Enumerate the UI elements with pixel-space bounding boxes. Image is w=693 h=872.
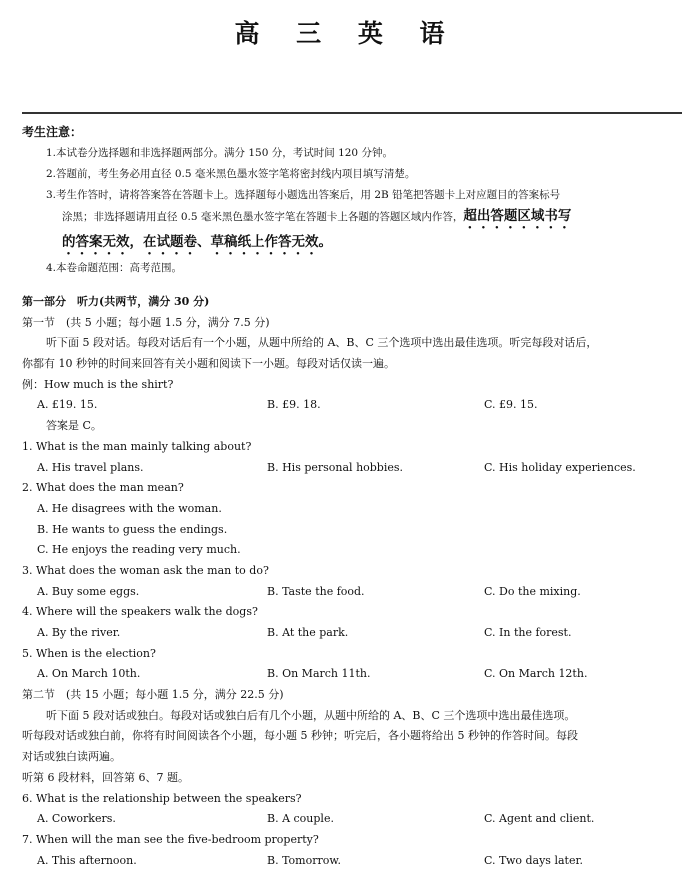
example-answer: 答案是 C。	[46, 419, 102, 433]
question-7-options	[22, 851, 684, 872]
example-option-a: A. £19. 15.	[37, 398, 98, 412]
section2-intro-1: 听下面 5 段对话或独白。每段对话或独白后有几个小题，从题中所给的 A、B、C 三个选项中选出最佳选项。	[46, 708, 576, 722]
example-option-b: B. £9. 18.	[267, 398, 321, 412]
question-4: 4. Where will the speakers walk the dogs?	[22, 605, 258, 619]
question-4-options	[22, 623, 684, 644]
notice-heading: 考生注意：	[22, 125, 83, 139]
notice-item-3-continued	[22, 206, 684, 232]
question-2-option-b: B. He wants to guess the endings.	[37, 522, 228, 536]
question-4-option-a: A. By the river.	[37, 626, 121, 639]
listening-part	[22, 292, 684, 871]
question-5-option-c: C. On March 12th.	[484, 667, 588, 681]
question-2: 2. What does the man mean?	[22, 481, 184, 495]
section2-intro-2: 听每段对话或独白前，你将有时间阅读各个小题，每小题 5 秒钟；听完后，各小题将给出 5 秒钟的作答时间。每段	[22, 729, 578, 743]
header-divider	[22, 112, 682, 114]
question-5-option-b: B. On March 11th.	[267, 667, 371, 681]
question-5-options	[22, 664, 684, 685]
question-1-option-b: B. His personal hobbies.	[267, 460, 404, 474]
section2-heading: 第二节 (共 15 小题；每小题 1.5 分，满分 22.5 分)	[22, 688, 284, 702]
example-options	[22, 395, 684, 416]
question-7: 7. When will the man see the five-bedroom property?	[22, 832, 319, 846]
question-7-option-c: C. Two days later.	[484, 853, 584, 867]
question-6-option-a: A. Coworkers.	[37, 812, 116, 826]
part1-heading: 第一部分 听力(共两节，满分 30 分)	[22, 295, 210, 308]
question-1-options	[22, 458, 684, 479]
question-6-option-b: B. A couple.	[267, 812, 334, 826]
question-6-options	[22, 809, 684, 830]
question-3-options	[22, 582, 684, 603]
question-7-option-a: A. This afternoon.	[37, 853, 137, 867]
question-1: 1. What is the man mainly talking about?	[22, 439, 252, 453]
question-1-option-a: A. His travel plans.	[37, 460, 144, 474]
question-4-option-b: B. At the park.	[267, 626, 349, 639]
notice-item-3: 3.考生作答时，请将答案答在答题卡上。选择题每小题选出答案后，用 2B 铅笔把答题卡上对应题目的答案标号	[46, 189, 561, 201]
question-1-option-c: C. His holiday experiences.	[484, 460, 636, 474]
question-2-option-c: C. He enjoys the reading very much.	[37, 543, 241, 557]
notice-item-3-warning	[22, 232, 684, 258]
question-6: 6. What is the relationship between the speakers?	[22, 791, 302, 805]
question-3-option-c: C. Do the mixing.	[484, 584, 581, 598]
notice-item-4: 4.本卷命题范围：高考范围。	[46, 262, 183, 274]
question-3: 3. What does the woman ask the man to do?	[22, 563, 269, 577]
material-6-instruction: 听第 6 段材料，回答第 6、7 题。	[22, 770, 189, 784]
example-question: 例：How much is the shirt?	[22, 377, 174, 391]
question-3-option-b: B. Taste the food.	[267, 584, 365, 598]
section2-intro-3: 对话或独白读两遍。	[22, 750, 121, 764]
notice-warning-a: 超出答题区域书写	[463, 208, 572, 224]
notice-item-1: 1.本试卷分选择题和非选择题两部分。满分 150 分，考试时间 120 分钟。	[46, 147, 393, 159]
question-5-option-a: A. On March 10th.	[37, 667, 141, 681]
notice-item-2: 2.答题前，考生务必用直径 0.5 毫米黑色墨水签字笔将密封线内项目填写清楚。	[46, 168, 416, 180]
page-title: 高 三 英 语	[234, 19, 459, 48]
section1-intro-1: 听下面 5 段对话。每段对话后有一个小题，从题中所给的 A、B、C 三个选项中选出最佳选项。听完每段对话后，	[46, 336, 598, 350]
question-7-option-b: B. Tomorrow.	[267, 853, 341, 867]
example-option-c: C. £9. 15.	[484, 398, 538, 412]
question-6-option-c: C. Agent and client.	[484, 812, 595, 826]
section1-heading: 第一节 (共 5 小题；每小题 1.5 分，满分 7.5 分)	[22, 315, 270, 329]
exam-notice	[22, 122, 684, 279]
question-5: 5. When is the election?	[22, 646, 156, 660]
section1-intro-2: 你都有 10 秒钟的时间来回答有关小题和阅读下一小题。每段对话仅读一遍。	[22, 357, 395, 371]
question-4-option-c: C. In the forest.	[484, 626, 572, 639]
notice-item-3-text: 涂黑；非选择题请用直径 0.5 毫米黑色墨水签字笔在答题卡上各题的答题区域内作答，	[62, 211, 464, 223]
question-3-option-a: A. Buy some eggs.	[37, 584, 140, 598]
question-2-option-a: A. He disagrees with the woman.	[37, 501, 222, 515]
notice-warning-b: 的答案无效，在试题卷、草稿纸上作答无效。	[62, 234, 332, 250]
